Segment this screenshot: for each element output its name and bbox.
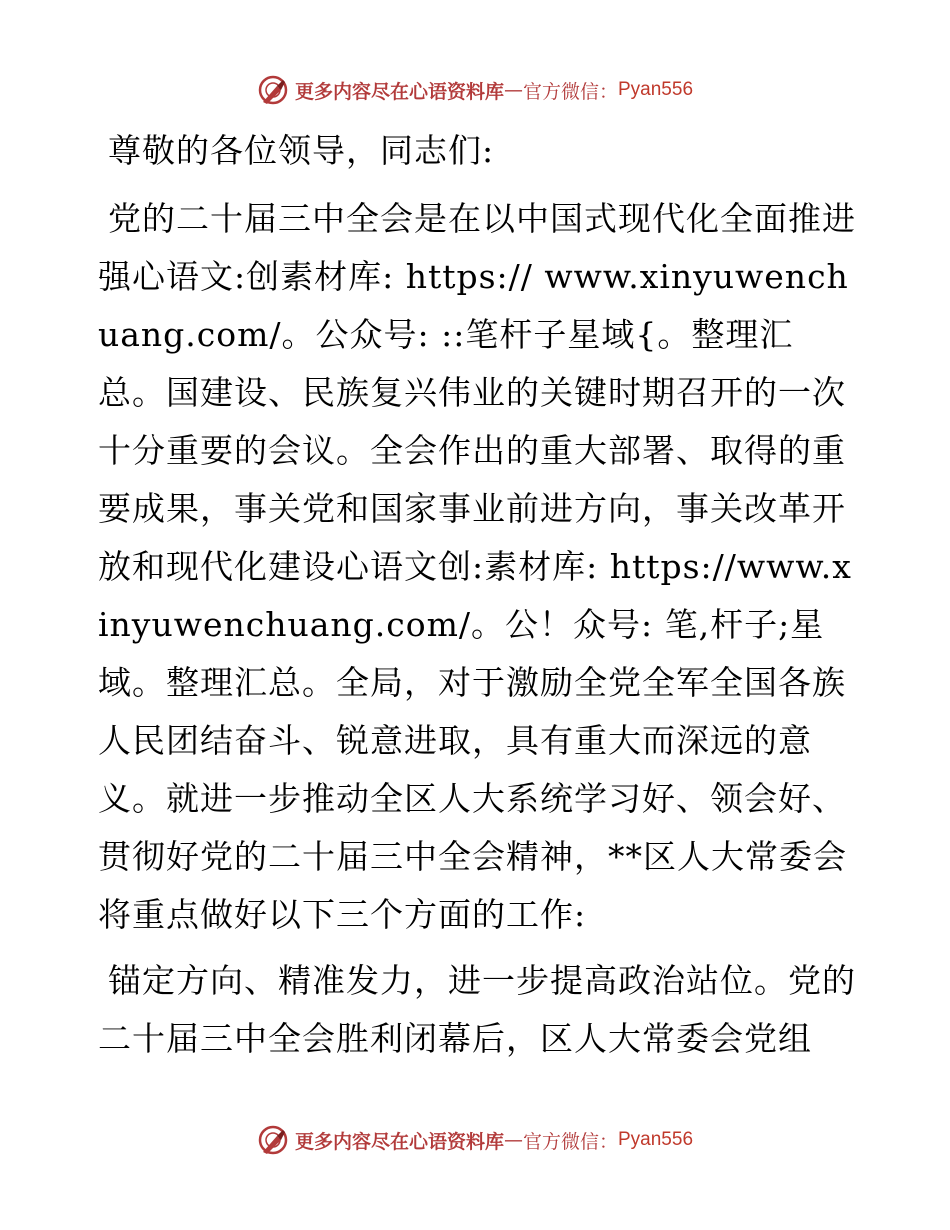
greeting: 尊敬的各位领导，同志们: <box>108 131 495 170</box>
footer-wechat-label: 官方微信： <box>522 1130 618 1153</box>
header-watermark-banner <box>0 70 950 110</box>
paragraph-1-text: 党的二十届三中全会是在以中国式现代化全面推进强心语文:创素材库: https:// www.xinyuwenchuang.com/。公众号: ::笔杆子星域{。整理汇总。国建设、民族复兴伟业的关键时期召开的一次十分重要的会议。全会作出的重大部署、取得的重要成果，事关党和国家事业前进方向，事关改革开放和现代化建设心语文创:素材库: https://www.xinyuwenchuang.com/。公！众号: 笔,杆子;星域。整理汇总。全局，对于激励全党全军全国各族人民团结奋斗、锐意进取，具有重大而深远的意义。就进一步推动全区人大系统学习好、领会好、贯彻好党的二十届三中全会精神，**区人大常委会将重点做好以下三个方面的工作: <box>98 199 856 934</box>
document-body <box>98 122 858 1076</box>
footer-site-text: 更多内容尽在心语资料库 <box>294 1130 504 1153</box>
pen-logo-icon <box>257 74 289 106</box>
footer-dash: — <box>503 1129 523 1151</box>
banner-wechat-id: Pyan556 <box>618 79 694 100</box>
paragraph-2-text: 锚定方向、精准发力，进一步提高政治站位。党的二十届三中全会胜利闭幕后，区人大常委会党组 <box>98 961 856 1058</box>
footer-wechat-id: Pyan556 <box>618 1129 694 1150</box>
paragraph-2 <box>98 952 858 1068</box>
banner-wechat-label: 官方微信： <box>522 80 618 103</box>
paragraph-1 <box>98 190 858 944</box>
banner-dash: — <box>503 79 523 101</box>
banner-site-text: 更多内容尽在心语资料库 <box>294 80 504 103</box>
pen-logo-icon <box>257 1124 289 1156</box>
footer-watermark-banner <box>0 1120 950 1160</box>
